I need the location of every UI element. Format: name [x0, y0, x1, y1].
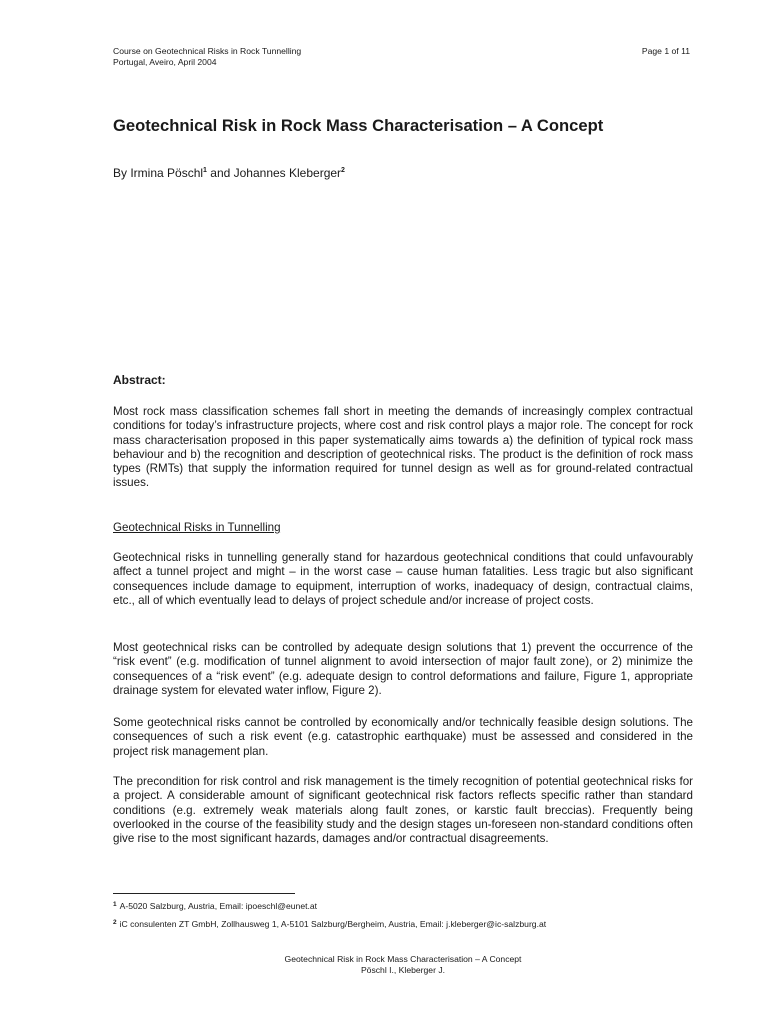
footer-title: Geotechnical Risk in Rock Mass Characterisation – A Concept — [284, 954, 522, 964]
footnote-divider — [113, 893, 295, 894]
header-course: Course on Geotechnical Risks in Rock Tunnelling — [113, 46, 302, 56]
footnote-1 — [113, 899, 317, 912]
footnote-1-text: A-5020 Salzburg, Austria, Email: ipoeschl@eunet.at — [119, 901, 318, 911]
running-header — [113, 46, 301, 68]
header-location: Portugal, Aveiro, April 2004 — [113, 57, 217, 67]
footnote-1-number: 1 — [113, 901, 117, 908]
footnote-2-number: 2 — [113, 919, 117, 926]
paper-title: Geotechnical Risk in Rock Mass Characterisation – A Concept — [113, 116, 604, 135]
footer-authors: Pöschl I., Kleberger J. — [360, 965, 446, 975]
abstract-text: Most rock mass classification schemes fall short in meeting the demands of increasingly complex contractual conditions for today’s infrastructure projects, where cost and risk control plays a major role. The concept for rock mass characterisation proposed in this paper systematically aims towards a) the definition of typical rock mass behaviour and b) the recognition and description of geotechnical risks. The product is the definition of rock mass types (RMTs) that supply the information required for tunnel design as well as for ground-related contractual issues. — [113, 405, 693, 490]
author-1-footnote-ref: 1 — [203, 167, 207, 174]
running-footer — [113, 954, 693, 976]
author-2: and Johannes Kleberger — [206, 166, 342, 180]
section-heading: Geotechnical Risks in Tunnelling — [113, 521, 281, 534]
author-byline — [113, 163, 345, 181]
paragraph-2: Most geotechnical risks can be controlled by adequate design solutions that 1) prevent the occurrence of the “risk event” (e.g. modification of tunnel alignment to avoid intersection of major fault zone), or 2) minimize the consequences of a “risk event” (e.g. adequate design to control deformations and failure, Figure 1, appropriate drainage system for elevated water inflow, Figure 2). — [113, 641, 693, 697]
author-1: By Irmina Pöschl — [113, 166, 204, 180]
paragraph-3: Some geotechnical risks cannot be controlled by economically and/or technically feasible design solutions. The consequences of such a risk event (e.g. catastrophic earthquake) must be assessed and considered in the project risk management plan. — [113, 716, 693, 758]
footnote-2-text: iC consulenten ZT GmbH, Zollhausweg 1, A-5101 Salzburg/Bergheim, Austria, Email: j.kleberger@ic-salzburg.at — [119, 919, 547, 929]
abstract-heading: Abstract: — [113, 373, 166, 387]
page-number: Page 1 of 11 — [641, 46, 690, 56]
paragraph-1: Geotechnical risks in tunnelling generally stand for hazardous geotechnical conditions that could unfavourably affect a tunnel project and might – in the worst case – cause human fatalities. Less tragic but also significant consequences include damage to equipment, interruption of works, inadequacy of design, contractual claims, etc., all of which eventually lead to delays of project schedule and/or increase of project costs. — [113, 551, 693, 607]
author-2-footnote-ref: 2 — [341, 167, 345, 174]
paragraph-4: The precondition for risk control and risk management is the timely recognition of potential geotechnical risks for a project. A considerable amount of significant geotechnical risk factors reflects specific rather than standard conditions (e.g. extremely weak materials along fault zones, or karstic fault breccias). Frequently being overlooked in the course of the feasibility study and the design stages un-foreseen non-standard conditions often give rise to the most significant hazards, damages and/or contractual disagreements. — [113, 775, 693, 846]
footnote-2 — [113, 917, 546, 930]
